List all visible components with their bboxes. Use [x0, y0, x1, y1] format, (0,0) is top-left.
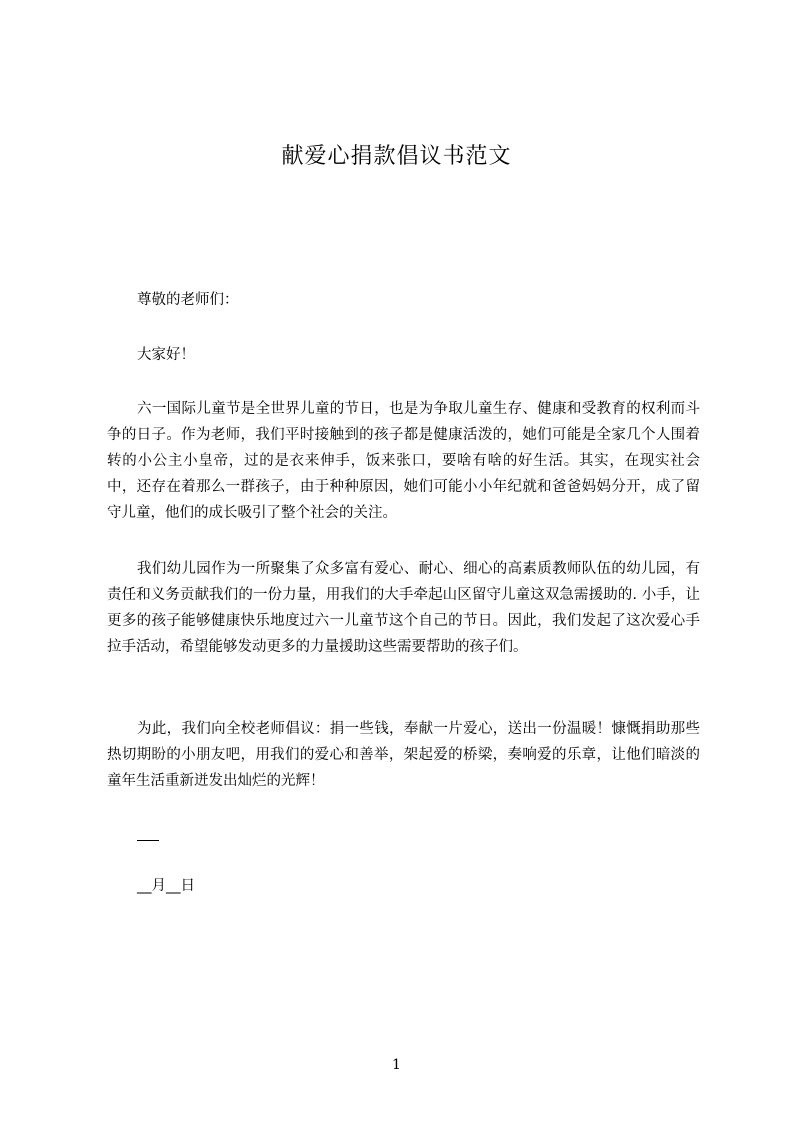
- paragraph-1: 六一国际儿童节是全世界儿童的节日，也是为争取儿童生存、健康和受教育的权利而斗争的日子。作为老师，我们平时接触到的孩子都是健康活泼的，她们可能是全家几个人围着转的小公主小皇帝，过的是衣来伸手，饭来张口，要啥有啥的好生活。其实，在现实社会中，还存在着那么一群孩子，由于种种原因，她们可能小小年纪就和爸爸妈妈分开，成了留守儿童，他们的成长吸引了整个社会的关注。: [107, 401, 700, 521]
- document-title: 献爱心捐款倡议书范文: [281, 144, 512, 169]
- paragraph-2: 我们幼儿园作为一所聚集了众多富有爱心、耐心、细心的高素质教师队伍的幼儿园，有责任和义务贡献我们的一份力量，用我们的大手牵起山区留守儿童这双急需援助的. 小手，让更多的孩子能够健康快乐地度过六一儿童节这个自己的节日。因此，我们发起了这次爱心手拉手活动，希望能够发动更多的力量援助这些需要帮助的孩子们。: [107, 561, 700, 655]
- greeting: 大家好！: [137, 347, 195, 363]
- date-line: __月__日: [137, 878, 195, 894]
- salutation: 尊敬的老师们：: [137, 292, 239, 308]
- page-number: 1: [392, 1057, 401, 1073]
- signature-blank-line: [137, 840, 159, 841]
- paragraph-3: 为此，我们向全校老师倡议：捐一些钱，奉献一片爱心，送出一份温暖！慷慨捐助那些热切期盼的小朋友吧，用我们的爱心和善举，架起爱的桥梁，奏响爱的乐章，让他们暗淡的童年生活重新迸发出灿烂的光辉！: [107, 721, 700, 789]
